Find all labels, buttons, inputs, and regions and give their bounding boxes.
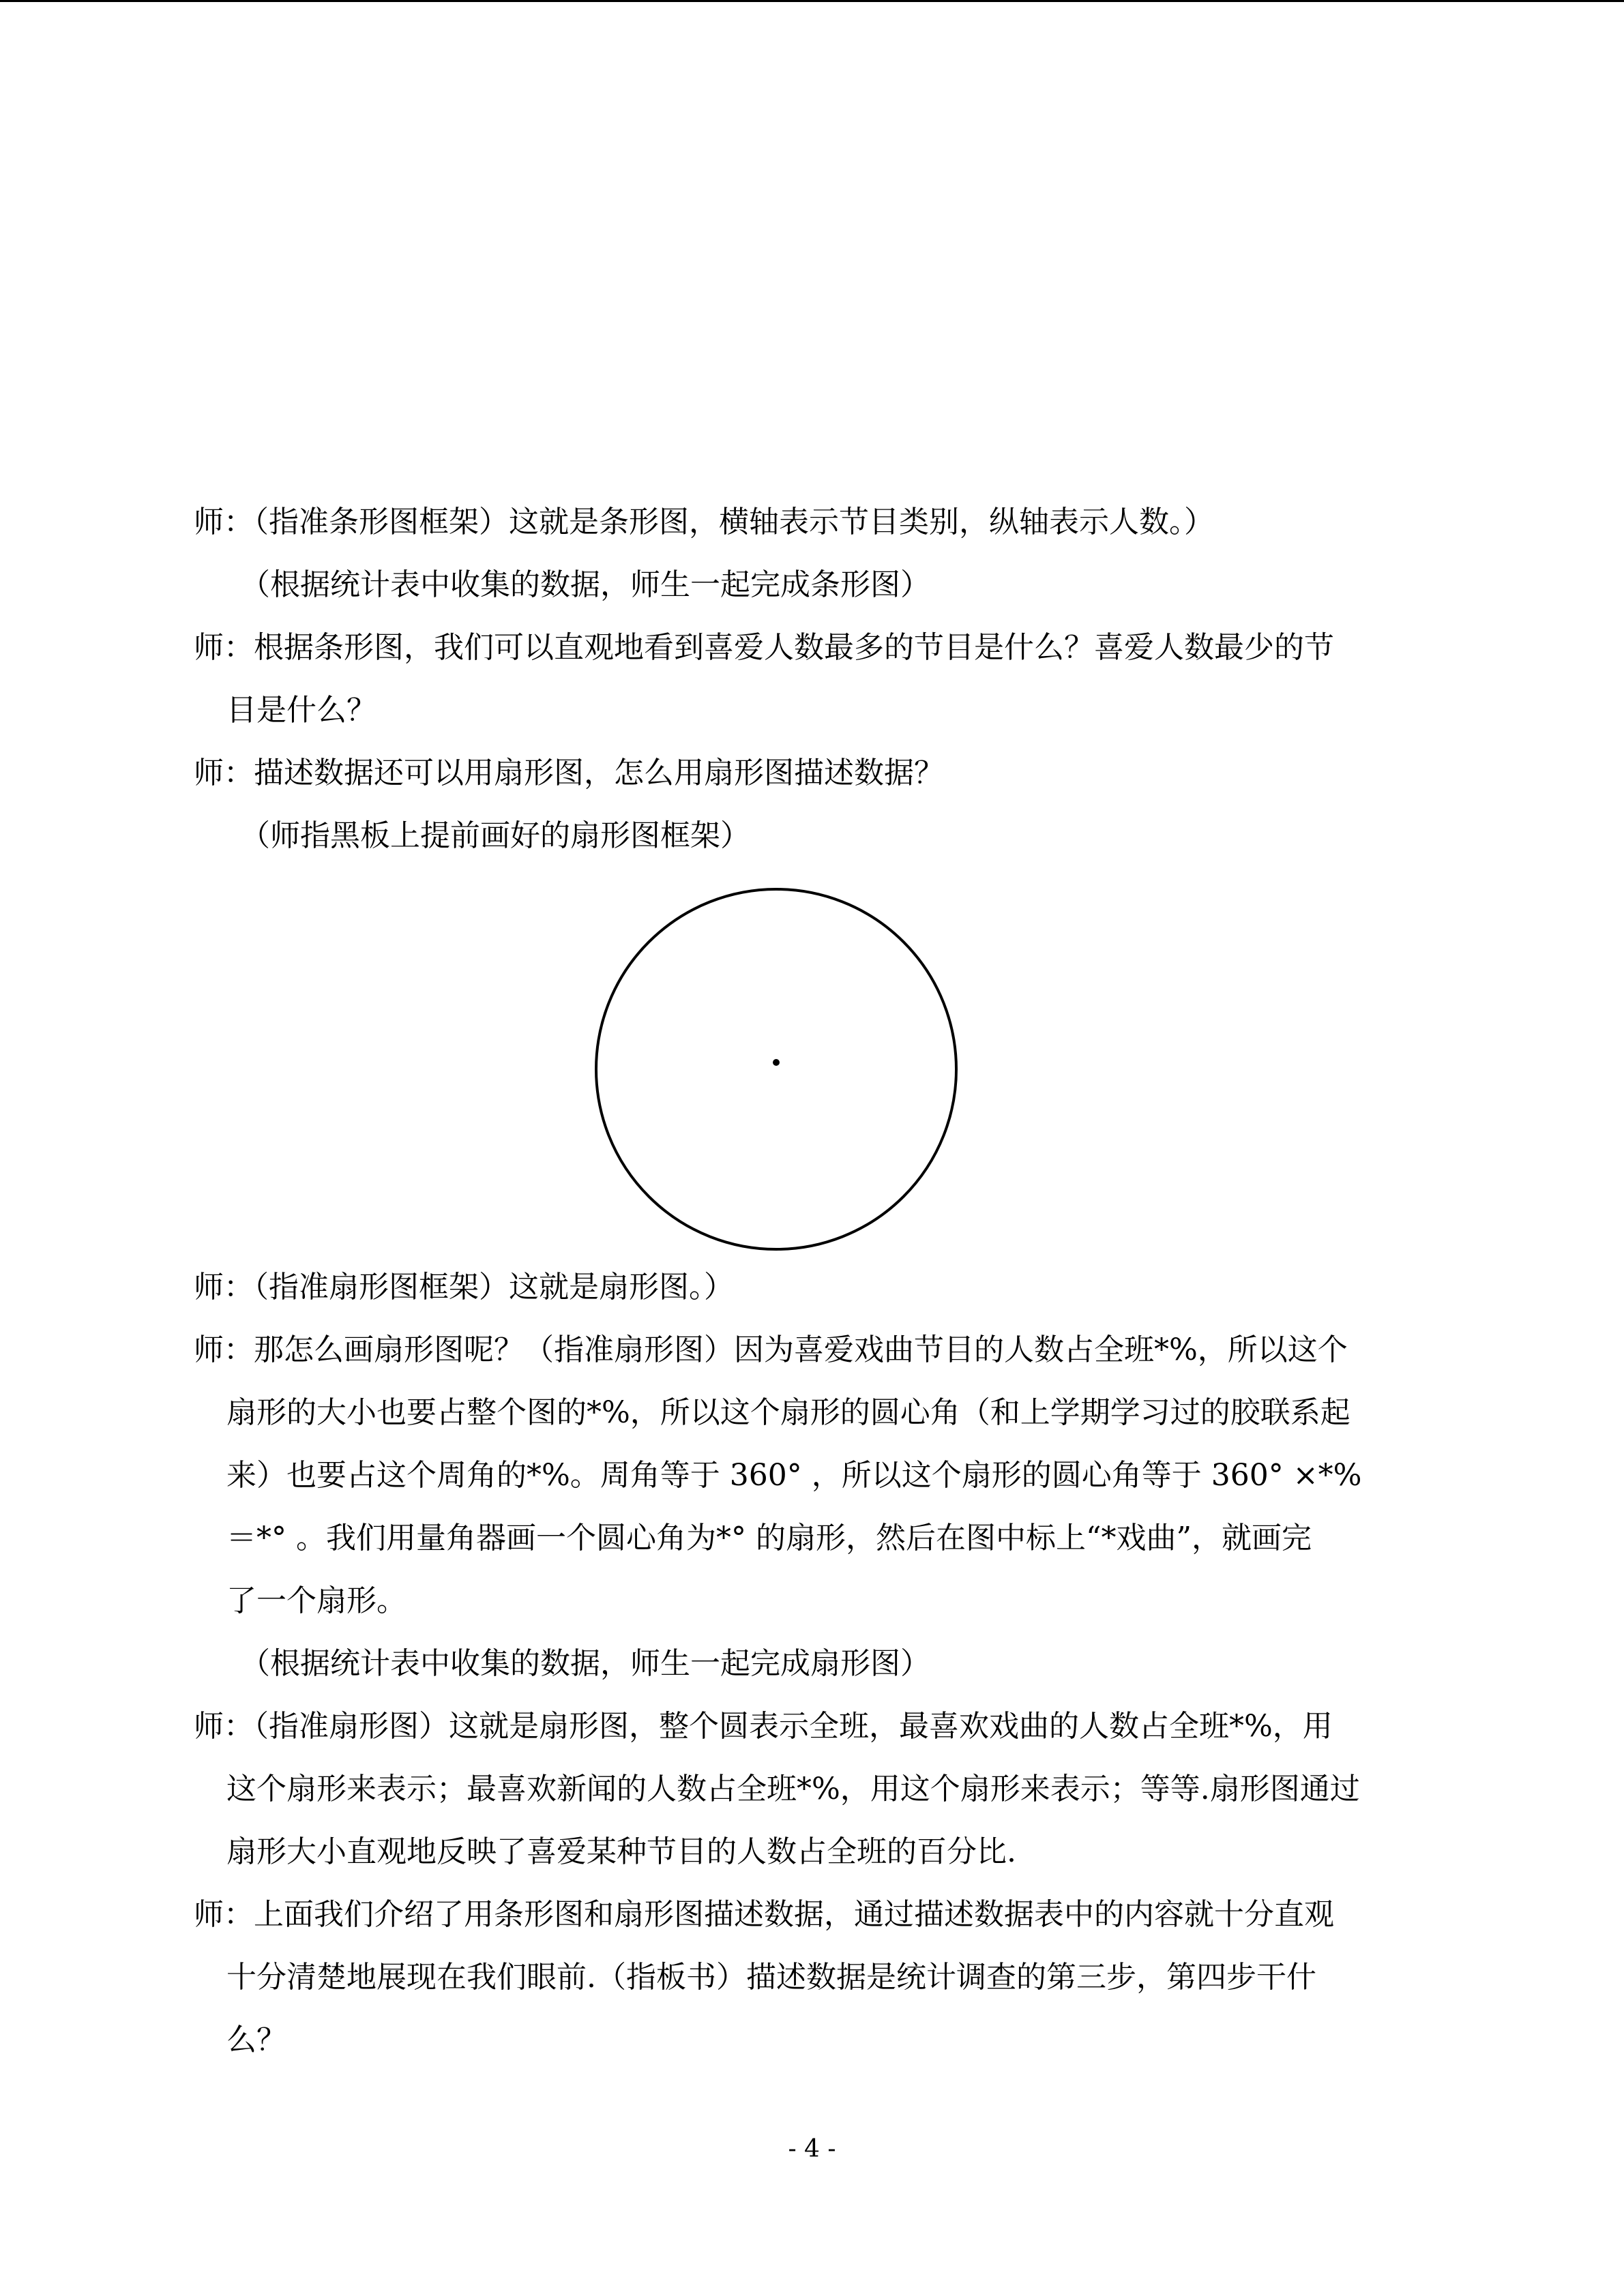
circle-center-dot xyxy=(773,1059,780,1066)
text-line: 扇形的大小也要占整个图的*%，所以这个扇形的圆心角（和上学期学习过的胶联系起 xyxy=(226,1395,1350,1430)
text-line: 扇形大小直观地反映了喜爱某种节目的人数占全班的百分比. xyxy=(226,1834,1016,1869)
text-line: 师：根据条形图，我们可以直观地看到喜爱人数最多的节目是什么？喜爱人数最少的节 xyxy=(194,630,1334,665)
aside-complete-bar-chart xyxy=(240,554,930,616)
text-line: 十分清楚地展现在我们眼前.（指板书）描述数据是统计调查的第三步，第四步干什 xyxy=(226,1960,1316,1995)
paragraph-bar-chart-question xyxy=(194,616,1456,742)
text-line: 师：那怎么画扇形图呢？（指准扇形图）因为喜爱戏曲节目的人数占全班*%，所以这个 xyxy=(194,1332,1348,1367)
text-line: 么？ xyxy=(226,2023,286,2057)
circle-outline xyxy=(596,889,956,1249)
text-line: 来）也要占这个周角的*%。周角等于 360° ，所以这个扇形的圆心角等于 360° ×*% xyxy=(226,1458,1362,1493)
aside-blackboard-frame xyxy=(240,805,750,867)
pie-chart-frame-figure xyxy=(593,886,959,1252)
text-line: （根据统计表中收集的数据，师生一起完成扇形图） xyxy=(240,1646,930,1681)
paragraph-pie-chart-question xyxy=(194,742,1456,805)
page-number: - 4 - xyxy=(788,2135,836,2163)
paragraph-pie-chart-explanation xyxy=(194,1695,1456,1883)
top-border-rule xyxy=(0,0,1624,2)
text-line: 了一个扇形。 xyxy=(226,1583,407,1618)
text-line: 目是什么？ xyxy=(226,693,377,728)
text-line: 师：描述数据还可以用扇形图，怎么用扇形图描述数据？ xyxy=(194,756,944,790)
aside-complete-pie-chart xyxy=(240,1632,930,1695)
paragraph-bar-chart-intro xyxy=(194,491,1456,554)
text-line: 师：（指准扇形图）这就是扇形图，整个圆表示全班，最喜欢戏曲的人数占全班*%，用 xyxy=(194,1709,1333,1744)
text-line: 这个扇形来表示；最喜欢新闻的人数占全班*%，用这个扇形来表示；等等.扇形图通过 xyxy=(226,1772,1360,1806)
text-line: 师：（指准条形图框架）这就是条形图，横轴表示节目类别，纵轴表示人数。） xyxy=(194,505,1214,539)
text-line: 师：上面我们介绍了用条形图和扇形图描述数据，通过描述数据表中的内容就十分直观 xyxy=(194,1897,1334,1932)
text-line: （根据统计表中收集的数据，师生一起完成条形图） xyxy=(240,567,930,602)
text-line: 师：（指准扇形图框架）这就是扇形图。） xyxy=(194,1270,734,1304)
text-line: （师指黑板上提前画好的扇形图框架） xyxy=(240,818,750,853)
paragraph-summary xyxy=(194,1883,1456,2072)
paragraph-how-to-draw-pie xyxy=(194,1319,1456,1632)
text-line: ＝*° 。我们用量角器画一个圆心角为*° 的扇形，然后在图中标上“*戏曲”，就画完 xyxy=(226,1521,1312,1555)
paragraph-pie-chart-intro xyxy=(194,1256,1456,1319)
